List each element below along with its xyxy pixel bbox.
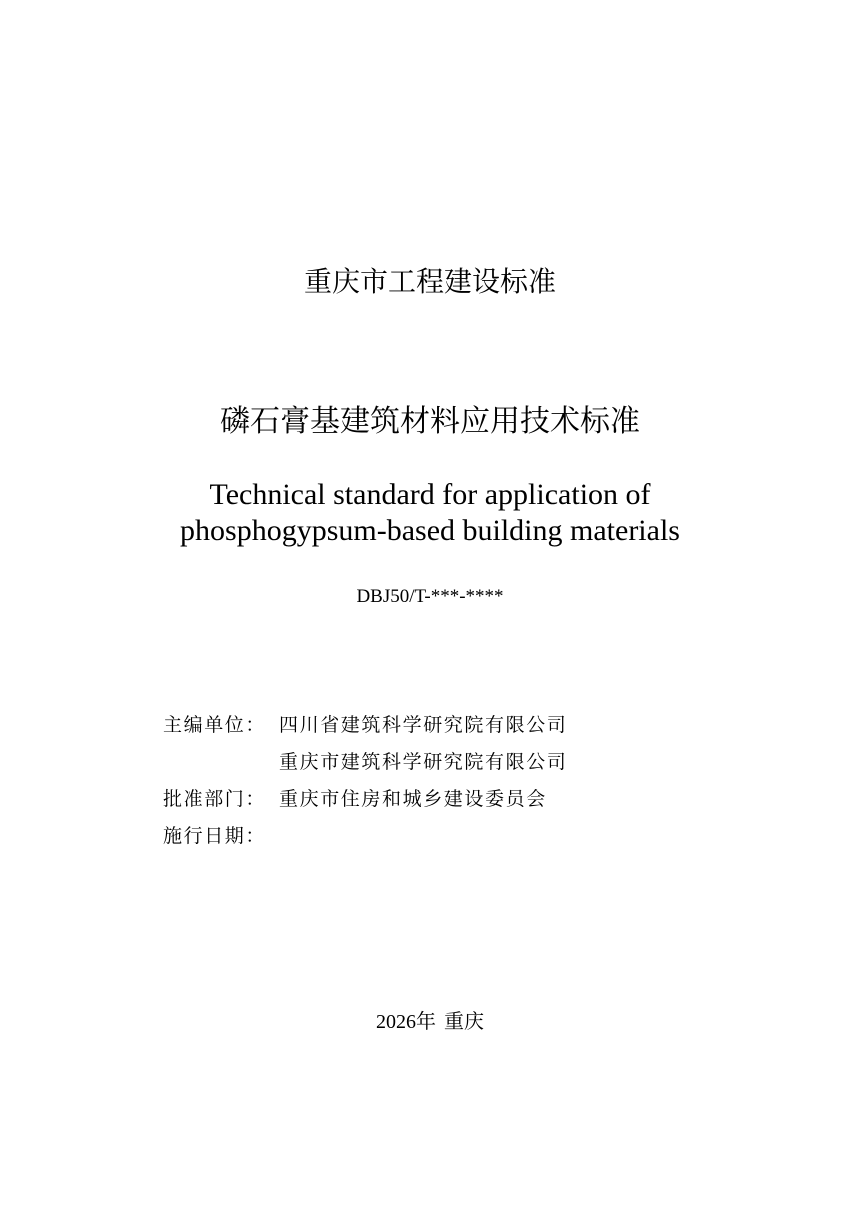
document-title-chinese: 磷石膏基建筑材料应用技术标准 [220, 404, 640, 439]
document-title-english-line-2: phosphogypsum-based building materials [180, 514, 680, 547]
document-title-english-line-1: Technical standard for application of [209, 478, 651, 511]
chief-editor-row-2 [163, 744, 567, 781]
publication-year: 2026 [376, 1011, 416, 1033]
effective-date-label: 施行日期： [163, 825, 267, 847]
approval-department: 重庆市住房和城乡建设委员会 [279, 788, 547, 810]
publication-footer [0, 1008, 860, 1035]
chief-editor-label: 主编单位： [163, 714, 267, 736]
effective-date-row [163, 818, 567, 855]
chief-editor-unit-1: 四川省建筑科学研究院有限公司 [279, 714, 568, 736]
chief-editor-label-spacer [163, 744, 279, 781]
chief-editor-unit-2: 重庆市建筑科学研究院有限公司 [279, 751, 568, 773]
publication-year-suffix: 年 [416, 1009, 436, 1033]
publication-city: 重庆 [444, 1009, 484, 1033]
editorial-info-block [163, 707, 567, 855]
standard-code: DBJ50/T-***-**** [356, 586, 504, 607]
chief-editor-row [163, 707, 567, 744]
approval-row [163, 781, 567, 818]
approval-label: 批准部门： [163, 788, 267, 810]
standard-series-title: 重庆市工程建设标准 [303, 265, 556, 298]
